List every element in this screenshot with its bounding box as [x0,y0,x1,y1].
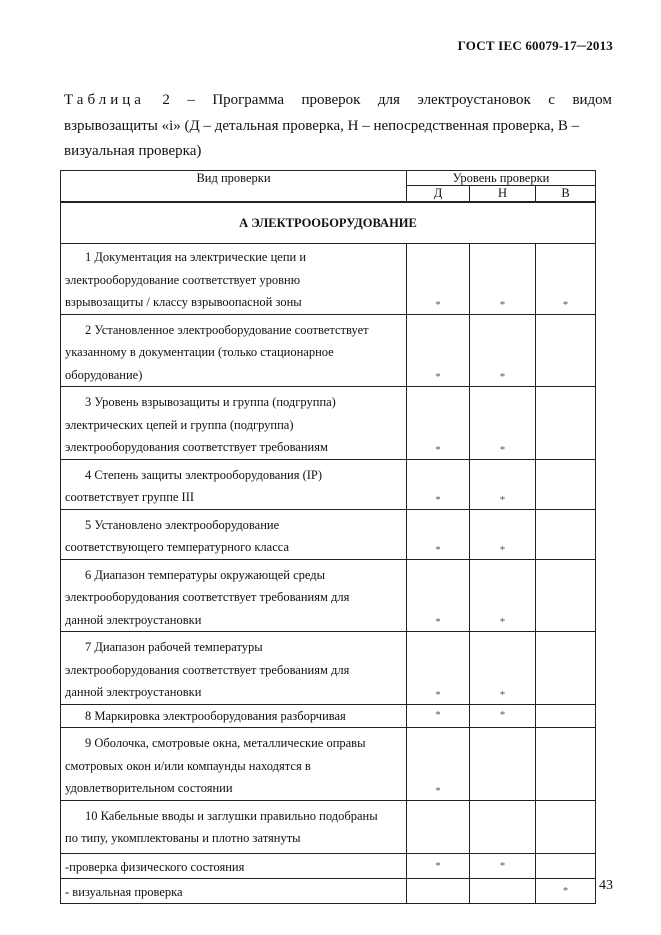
subrow-description: -проверка физического состояния [61,853,407,878]
mark-close: * [470,509,536,559]
mark-close: * [470,559,536,632]
subrow-description: - визуальная проверка [61,878,407,903]
row-description [61,704,407,728]
table-row [61,314,596,387]
row-line: удовлетворительном состоянии [65,781,233,795]
row-line: смотровых окон и/или компаунды находятся в [65,758,311,773]
mark-detailed: * [407,632,470,705]
row-description [61,387,407,460]
mark-visual [536,509,596,559]
column-header-detailed: Д [407,186,470,203]
row-line: указанному в документации (только стационарное [65,345,334,359]
caption-word: проверок [301,92,361,108]
row-description [61,509,407,559]
caption-label: Таблица [64,92,145,108]
caption-word: электроустановок [417,92,531,108]
mark-close: * [470,244,536,315]
mark-visual [536,853,596,878]
table-subrow [61,853,596,878]
row-description [61,244,407,315]
row-line: 4 Степень защиты электрооборудования (IP) [85,467,323,482]
mark-close: * [470,853,536,878]
table-row [61,728,596,801]
row-description [61,459,407,509]
row-line: соответствующего температурного класса [65,540,289,554]
column-header-visual: В [536,186,596,203]
row-line: электрооборудования соответствует требованиям [65,440,328,454]
mark-visual [536,314,596,387]
row-line: 5 Установлено электрооборудование [85,517,280,532]
table-subrow [61,878,596,903]
row-line: 6 Диапазон температуры окружающей среды [85,567,326,582]
mark-detailed: * [407,728,470,801]
row-line: 3 Уровень взрывозащиты и группа (подгруппа) [85,395,336,409]
row-line: по типу, укомплектованы и плотно затянуты [65,831,301,845]
mark-detailed: * [407,853,470,878]
table-caption [64,88,612,165]
mark-visual [536,704,596,728]
mark-close [470,878,536,903]
row-line: данной электроустановки [65,685,202,699]
caption-word: видом [572,92,612,108]
mark-close: * [470,632,536,705]
row-line: электрооборудование соответствует уровню [65,272,301,287]
row-description [61,728,407,801]
row-line: электрических цепей и группа (подгруппа) [65,417,294,432]
row-line: 1 Документация на электрические цепи и [85,250,307,264]
mark-visual [536,387,596,460]
column-header-check-type: Вид проверки [61,171,407,203]
mark-visual [536,728,596,801]
table-row [61,459,596,509]
mark-detailed: * [407,704,470,728]
table-row [61,800,596,853]
mark-visual [536,800,596,853]
row-line: данной электроустановки [65,612,202,627]
standard-designation: ГОСТ IEC 60079-17─2013 [457,38,613,53]
mark-visual [536,459,596,509]
caption-word: с [548,92,555,108]
caption-word: Программа [212,92,284,108]
row-line: 10 Кабельные вводы и заглушки правильно подобраны [85,808,378,823]
row-line: взрывозащиты / классу взрывоопасной зоны [65,295,302,309]
table-row [61,704,596,728]
caption-number: 2 [162,92,170,108]
column-header-level: Уровень проверки [407,171,596,186]
row-description [61,632,407,705]
row-line: электрооборудования соответствует требованиям для [65,590,350,604]
row-description [61,314,407,387]
section-heading: А ЭЛЕКТРООБОРУДОВАНИЕ [61,202,596,244]
table-row [61,509,596,559]
table-row [61,244,596,315]
mark-visual: * [536,244,596,315]
row-line: 8 Маркировка электрооборудования разборчивая [85,708,346,723]
mark-detailed [407,878,470,903]
caption-line-3: визуальная проверка) [64,143,202,159]
row-line: электрооборудования соответствует требованиям для [65,662,350,677]
mark-visual: * [536,878,596,903]
caption-dash: – [187,92,195,108]
row-description [61,559,407,632]
mark-detailed [407,800,470,853]
mark-visual [536,632,596,705]
table-row [61,559,596,632]
caption-line-2: взрывозащиты «i» (Д – детальная проверка, Н – непосредственная проверка, В – [64,117,580,134]
mark-detailed: * [407,559,470,632]
row-line: 9 Оболочка, смотровые окна, металлические оправы [85,736,366,750]
mark-close [470,800,536,853]
mark-visual [536,559,596,632]
caption-word: для [377,92,400,108]
mark-close: * [470,459,536,509]
mark-close: * [470,387,536,460]
mark-close: * [470,704,536,728]
mark-close [470,728,536,801]
table-row [61,632,596,705]
mark-close: * [470,314,536,387]
page-number: 43 [599,878,613,893]
table-row [61,387,596,460]
mark-detailed: * [407,387,470,460]
row-line: соответствует группе III [65,490,195,504]
row-line: 2 Установленное электрооборудование соответствует [85,322,369,337]
row-description [61,800,407,853]
row-line: 7 Диапазон рабочей температуры [85,640,263,654]
column-header-close: Н [470,186,536,203]
mark-detailed: * [407,509,470,559]
mark-detailed: * [407,314,470,387]
row-line: оборудование) [65,367,143,382]
mark-detailed: * [407,244,470,315]
mark-detailed: * [407,459,470,509]
inspection-table [60,170,596,904]
